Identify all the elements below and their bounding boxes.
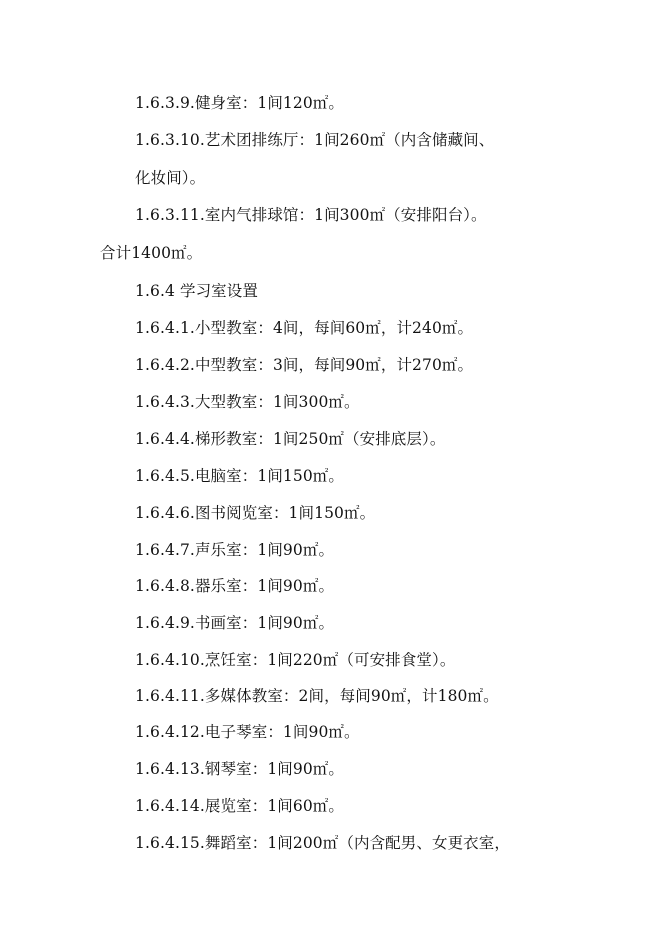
text-line-1636-11: 1.6.3.11.室内气排球馆：1间300㎡（安排阳台）。 [135, 206, 487, 224]
text-line-164-11: 1.6.4.11.多媒体教室：2间，每间90㎡，计180㎡。 [135, 687, 499, 705]
text-line-164-5: 1.6.4.5.电脑室：1间150㎡。 [135, 467, 345, 485]
text-line-164-2: 1.6.4.2.中型教室：3间，每间90㎡，计270㎡。 [135, 356, 474, 374]
text-line-164-4: 1.6.4.4.梯形教室：1间250㎡（安排底层）。 [135, 430, 446, 448]
text-line-164-1: 1.6.4.1.小型教室：4间，每间60㎡，计240㎡。 [135, 319, 474, 337]
text-line-total: 合计1400㎡。 [100, 244, 203, 262]
text-line-164-12: 1.6.4.12.电子琴室：1间90㎡。 [135, 723, 360, 741]
text-line-164-10: 1.6.4.10.烹饪室：1间220㎡（可安排食堂）。 [135, 651, 456, 669]
text-line-164-14: 1.6.4.14.展览室：1间60㎡。 [135, 797, 345, 815]
text-line-1636-9: 1.6.3.9.健身室：1间120㎡。 [135, 94, 345, 112]
text-line-1636-10: 1.6.3.10.艺术团排练厅：1间260㎡（内含储藏间、 [135, 131, 495, 149]
section-heading-164: 1.6.4 学习室设置 [135, 282, 258, 300]
text-line-164-8: 1.6.4.8.器乐室：1间90㎡。 [135, 577, 335, 595]
text-line-164-3: 1.6.4.3.大型教室：1间300㎡。 [135, 393, 360, 411]
text-line-164-13: 1.6.4.13.钢琴室：1间90㎡。 [135, 760, 345, 778]
text-line-1636-10-cont: 化妆间）。 [135, 169, 206, 187]
text-line-164-9: 1.6.4.9.书画室：1间90㎡。 [135, 614, 335, 632]
text-line-164-6: 1.6.4.6.图书阅览室：1间150㎡。 [135, 504, 376, 522]
text-line-164-7: 1.6.4.7.声乐室：1间90㎡。 [135, 541, 335, 559]
text-line-164-15: 1.6.4.15.舞蹈室：1间200㎡（内含配男、女更衣室， [135, 834, 510, 852]
